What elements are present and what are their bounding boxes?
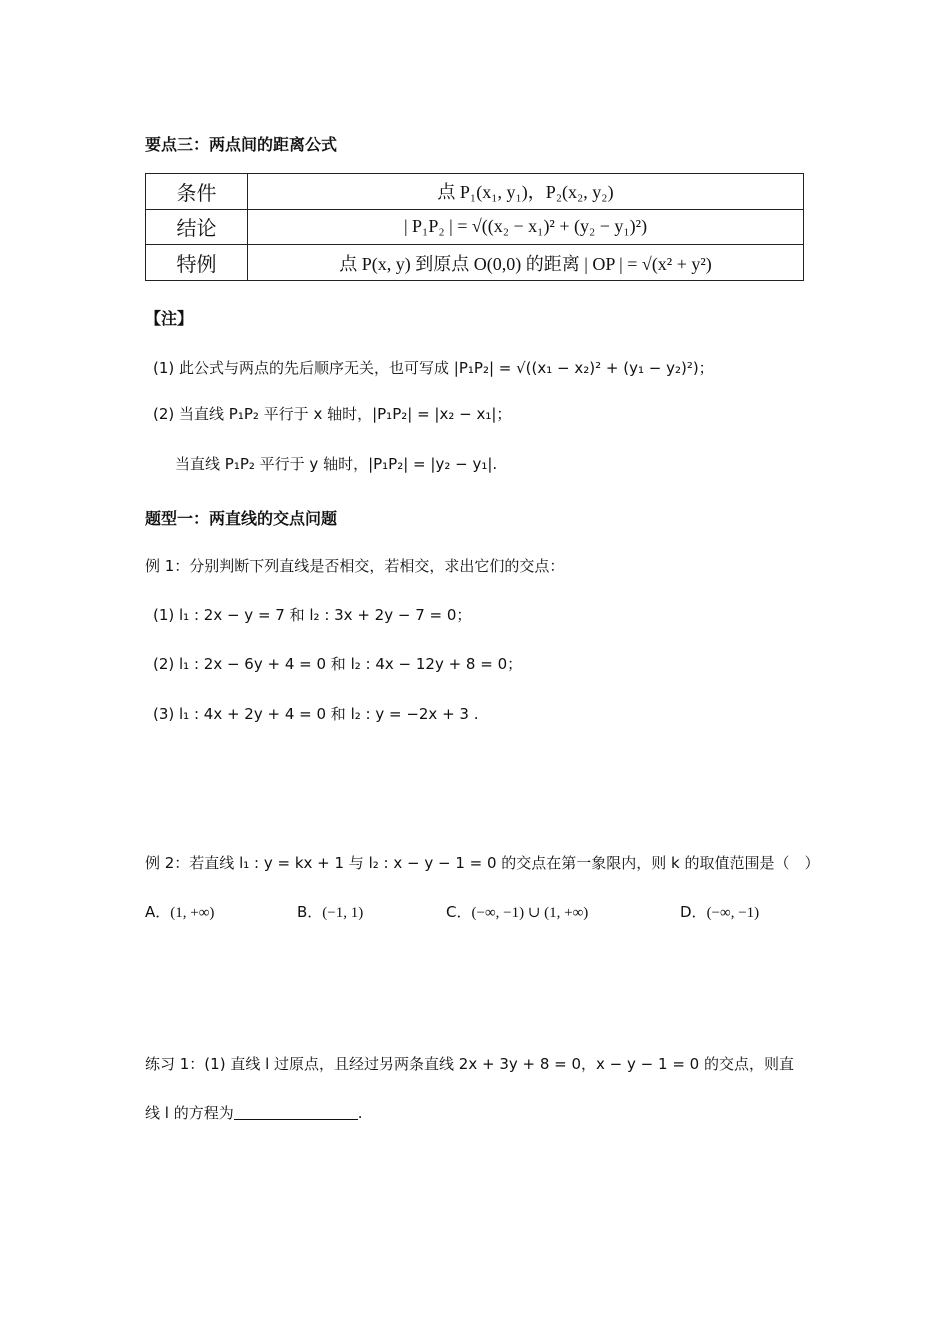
option-b xyxy=(297,901,363,922)
example1-item-2: (2) l₁ : 2x − 6y + 4 = 0 和 l₂ : 4x − 12y + 8 = 0； xyxy=(153,655,523,673)
practice1-line-2 xyxy=(145,1102,363,1123)
example1-item-3: (3) l₁ : 4x + 2y + 4 = 0 和 l₂ : y = −2x + 3 . xyxy=(153,705,479,723)
option-label: B． xyxy=(297,903,323,921)
option-c xyxy=(446,901,588,922)
row-label: 结论 xyxy=(146,209,248,245)
note-item-3: 当直线 P₁P₂ 平行于 y 轴时，|P₁P₂| = |y₂ − y₁|. xyxy=(175,455,498,473)
row-content: 点 P(x, y) 到原点 O(0,0) 的距离 | OP | = √(x² + y²) xyxy=(248,245,804,281)
option-value: (−∞, −1) xyxy=(706,905,760,921)
row-label: 特例 xyxy=(146,245,248,281)
row-content: 点 P₁(x₁, y₁)，P₂(x₂, y₂) xyxy=(248,174,804,210)
note-heading: 【注】 xyxy=(145,309,194,328)
row-content: | P₁P₂ | = √((x₂ − x₁)² + (y₂ − y₁)²) xyxy=(248,209,804,245)
practice1-prefix: 线 l 的方程为 xyxy=(145,1104,234,1122)
table-row xyxy=(146,174,804,210)
answer-blank[interactable] xyxy=(234,1103,358,1120)
example2-prompt: 例 2：若直线 l₁ : y = kx + 1 与 l₂ : x − y − 1 = 0 的交点在第一象限内，则 k 的取值范围是（ ） xyxy=(145,854,820,872)
option-label: A． xyxy=(145,903,171,921)
option-value: (−1, 1) xyxy=(322,905,364,921)
table-row xyxy=(146,245,804,281)
distance-formula-table xyxy=(145,173,804,281)
note-item-2: (2) 当直线 P₁P₂ 平行于 x 轴时，|P₁P₂| = |x₂ − x₁|； xyxy=(153,405,512,423)
option-value: (1, +∞) xyxy=(170,905,215,921)
practice1-line-1: 练习 1：(1) 直线 l 过原点，且经过另两条直线 2x + 3y + 8 = 0，x − y − 1 = 0 的交点，则直 xyxy=(145,1055,794,1073)
option-a xyxy=(145,901,214,922)
option-label: C． xyxy=(446,903,472,921)
row-label: 条件 xyxy=(146,174,248,210)
practice1-suffix: . xyxy=(357,1104,363,1122)
type1-heading: 题型一：两直线的交点问题 xyxy=(145,509,338,528)
table-row xyxy=(146,209,804,245)
option-value: (−∞, −1) ∪ (1, +∞) xyxy=(471,905,589,921)
option-label: D． xyxy=(680,903,707,921)
option-d xyxy=(680,901,759,922)
section-heading: 要点三：两点间的距离公式 xyxy=(145,135,338,154)
note-item-1: (1) 此公式与两点的先后顺序无关，也可写成 |P₁P₂| = √((x₁ − x₂)² + (y₁ − y₂)²)； xyxy=(153,359,714,377)
example1-item-1: (1) l₁ : 2x − y = 7 和 l₂ : 3x + 2y − 7 = 0； xyxy=(153,606,472,624)
example1-prompt: 例 1：分别判断下列直线是否相交，若相交，求出它们的交点： xyxy=(145,557,565,575)
